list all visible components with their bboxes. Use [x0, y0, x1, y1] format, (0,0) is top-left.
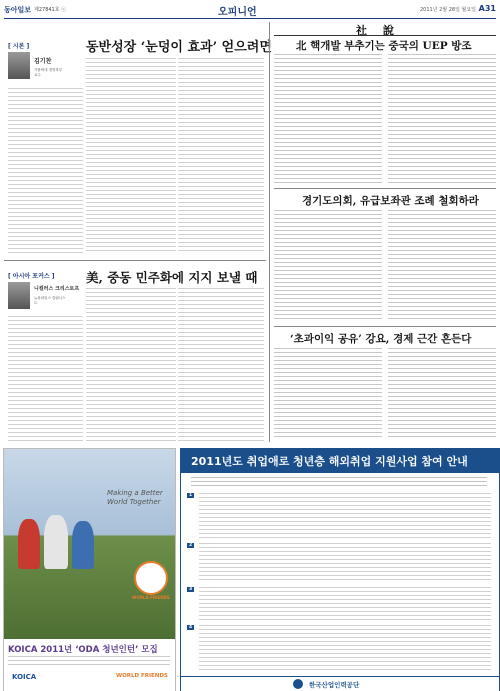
ad-figure — [44, 515, 68, 569]
column-label: [ 시론 ] — [8, 43, 30, 50]
ad-section-text — [199, 493, 491, 539]
ad-body-text — [8, 656, 170, 668]
ad-title: KOICA 2011년 ‘ODA 청년인턴’ 모집 — [8, 645, 158, 655]
author-name: 니컬러스 크리스토프 — [34, 286, 80, 292]
world-friends-logo-text: WORLD FRIENDS — [116, 673, 168, 679]
editorial-body-text — [388, 54, 496, 184]
editorial-headline: ‘초과이익 공유’ 강요, 경제 근간 흔든다 — [290, 333, 472, 345]
ad-section-text — [199, 587, 491, 621]
author-name: 김기찬 — [34, 58, 52, 65]
newspaper-brand: 동아일보 — [4, 6, 32, 14]
ad-section-text — [199, 625, 491, 671]
ad-banner-title: 2011년도 취업애로 청년층 해외취업 지원사업 참여 안내 — [191, 455, 468, 468]
ad-section-text — [199, 543, 491, 583]
editorial-body-text — [388, 348, 496, 440]
author-role: 가톨릭대 경영학부 교수 — [34, 68, 63, 77]
editorial-headline: 北 핵개발 부추기는 중국의 UEP 방조 — [296, 40, 472, 52]
world-friends-logo — [134, 561, 168, 595]
ad-section-header: 1 — [189, 493, 193, 498]
author-photo — [8, 52, 30, 79]
koica-ad[interactable] — [3, 448, 176, 691]
publish-date: 2011년 2월 28일 월요일 — [419, 7, 476, 13]
column-headline: 美, 중동 민주화에 지지 보낼 때 — [86, 270, 258, 285]
author-photo — [8, 282, 30, 309]
ad-figure — [72, 521, 94, 569]
column-body-text — [86, 288, 176, 442]
koica-logo: KOICA — [12, 673, 37, 681]
author-role: 뉴욕타임스 칼럼니스트 — [34, 296, 66, 305]
editorial-body-text — [274, 54, 382, 184]
column-body-text — [178, 58, 264, 254]
ad-section-header: 4 — [189, 625, 193, 630]
column-body-text — [178, 288, 264, 442]
editorial-body-text — [274, 210, 382, 322]
column-body-text — [8, 88, 83, 254]
editorial-headline: 경기도의회, 유급보좌관 조례 철회하라 — [302, 195, 479, 207]
page-header — [4, 2, 496, 19]
page-number: A31 — [478, 4, 496, 13]
editorial-label: 社 說 — [356, 24, 400, 37]
job-program-ad[interactable] — [180, 448, 500, 691]
column-label: [ 아시아 포커스 ] — [8, 273, 55, 280]
editorial-body-text — [388, 210, 496, 322]
ad-intro-text — [191, 477, 487, 489]
hrd-korea-logo — [293, 679, 303, 689]
column-body-text — [8, 316, 83, 442]
world-friends-label: WORLD FRIENDS — [132, 595, 170, 600]
ad-org-name: 한국산업인력공단 — [309, 681, 360, 689]
ad-figure — [18, 519, 40, 569]
ad-tagline: Making a Better World Together — [107, 489, 163, 506]
section-title: 오피니언 — [218, 7, 257, 18]
issue-number: 제27841호 ⓒ — [34, 7, 67, 13]
column-body-text — [86, 58, 176, 254]
ad-section-header: 3 — [189, 587, 193, 592]
editorial-body-text — [274, 348, 382, 440]
column-headline: 동반성장 ‘눈덩이 효과’ 얻으려면 — [86, 40, 272, 55]
ad-section-header: 2 — [189, 543, 193, 548]
